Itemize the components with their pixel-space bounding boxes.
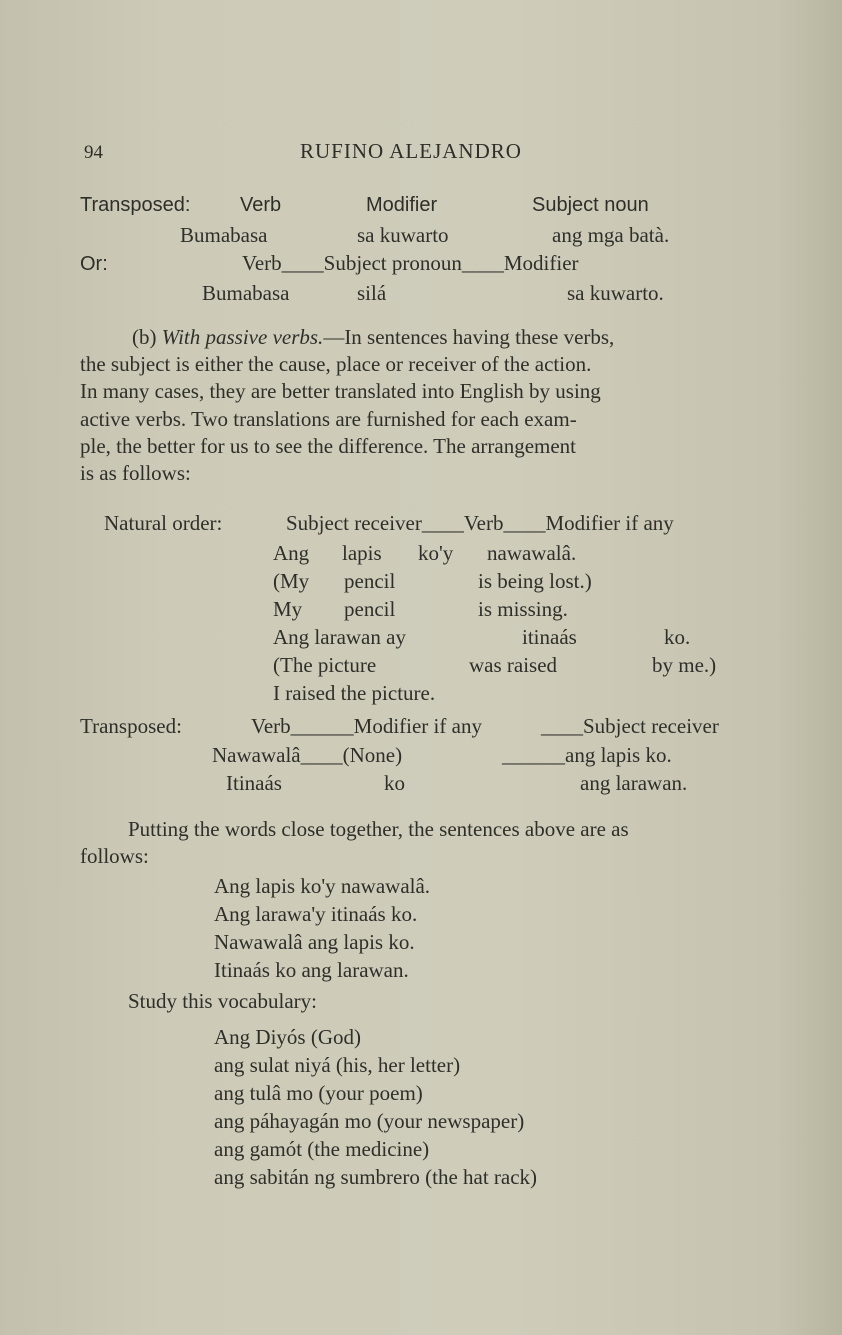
putting-line-1: Putting the words close together, the sentences above are as bbox=[128, 817, 629, 841]
transposed-2-pattern-b: ____Subject receiver bbox=[541, 714, 719, 738]
vocab-item-3: ang tulâ mo (your poem) bbox=[214, 1081, 423, 1105]
ex1-word-3: ko'y bbox=[418, 541, 454, 565]
ex5-words-1: (The picture bbox=[273, 653, 377, 677]
passive-verbs-paragraph bbox=[80, 324, 770, 487]
ex1-word-4: nawawalâ. bbox=[487, 541, 577, 565]
para-line-5: ple, the better for us to see the difference. The arrangement bbox=[80, 433, 577, 458]
or-example-verb: Bumabasa bbox=[202, 281, 290, 305]
para-lead: (b) bbox=[132, 325, 162, 349]
ex2-word-2: pencil bbox=[344, 569, 396, 593]
putting-paragraph bbox=[80, 816, 770, 870]
para-line-4: active verbs. Two translations are furnished for each exam- bbox=[80, 406, 577, 431]
transposed-2-label: Transposed: bbox=[80, 714, 182, 738]
example-verb: Bumabasa bbox=[180, 223, 268, 247]
col-subject-noun: Subject noun bbox=[532, 194, 649, 216]
vocab-item-6: ang sabitán ng sumbrero (the hat rack) bbox=[214, 1165, 538, 1189]
transposed-2-pattern-a: Verb______Modifier if any bbox=[251, 714, 482, 738]
example-subject: ang mga batà. bbox=[552, 223, 670, 247]
natural-order-label: Natural order: bbox=[104, 511, 223, 535]
transposed-2-row2-verb: Itinaás bbox=[226, 771, 282, 795]
ex5-words-2: was raised bbox=[469, 653, 558, 677]
sentence-1: Ang lapis ko'y nawawalâ. bbox=[214, 874, 431, 898]
or-example-subject: silá bbox=[357, 281, 387, 305]
sentence-3: Nawawalâ ang lapis ko. bbox=[214, 930, 415, 954]
para-italic-heading: With passive verbs. bbox=[161, 325, 324, 349]
vocab-item-1: Ang Diyós (God) bbox=[214, 1025, 361, 1049]
vocab-item-4: ang páhayagán mo (your newspaper) bbox=[214, 1109, 525, 1133]
running-title: RUFINO ALEJANDRO bbox=[300, 139, 522, 163]
ex4-word-2: itinaás bbox=[522, 625, 577, 649]
study-vocabulary-label: Study this vocabulary: bbox=[128, 989, 317, 1013]
col-modifier: Modifier bbox=[366, 194, 438, 216]
ex3-word-1: My bbox=[273, 597, 303, 621]
ex5-words-3: by me.) bbox=[652, 653, 717, 677]
vocab-item-2: ang sulat niyá (his, her letter) bbox=[214, 1053, 461, 1077]
para-line-6: is as follows: bbox=[80, 461, 191, 486]
ex2-word-3: is being lost.) bbox=[478, 569, 592, 593]
para-line-1 bbox=[80, 324, 770, 351]
ex2-word-1: (My bbox=[273, 569, 310, 593]
col-verb: Verb bbox=[240, 194, 282, 216]
transposed-2-row2-mod: ko bbox=[384, 771, 405, 795]
natural-order-pattern: Subject receiver____Verb____Modifier if any bbox=[286, 511, 674, 535]
transposed-2-row2-subj: ang larawan. bbox=[580, 771, 688, 795]
ex6-sentence: I raised the picture. bbox=[273, 681, 436, 705]
sentence-4: Itinaás ko ang larawan. bbox=[214, 958, 409, 982]
ex1-word-1: Ang bbox=[273, 541, 310, 565]
para-line-2: the subject is either the cause, place or receiver of the action. bbox=[80, 352, 592, 377]
ex3-word-3: is missing. bbox=[478, 597, 568, 621]
sentence-2: Ang larawa'y itinaás ko. bbox=[214, 902, 418, 926]
para-line-1-rest: —In sentences having these verbs, bbox=[323, 325, 615, 349]
ex4-word-3: ko. bbox=[664, 625, 691, 649]
transposed-2-row1-a: Nawawalâ____(None) bbox=[212, 743, 403, 767]
transposed-label: Transposed: bbox=[80, 194, 191, 216]
or-example-modifier: sa kuwarto. bbox=[567, 281, 664, 305]
ex3-word-2: pencil bbox=[344, 597, 396, 621]
or-pattern: Verb____Subject pronoun____Modifier bbox=[242, 251, 579, 275]
or-label: Or: bbox=[80, 253, 108, 275]
vocab-item-5: ang gamót (the medicine) bbox=[214, 1137, 430, 1161]
ex1-word-2: lapis bbox=[342, 541, 382, 565]
ex4-words-1: Ang larawan ay bbox=[273, 625, 406, 649]
example-modifier: sa kuwarto bbox=[357, 223, 449, 247]
page-number: 94 bbox=[84, 142, 103, 163]
transposed-2-row1-b: ______ang lapis ko. bbox=[502, 743, 672, 767]
putting-line-2: follows: bbox=[80, 844, 149, 869]
para-line-3: In many cases, they are better translated into English by using bbox=[80, 379, 601, 404]
